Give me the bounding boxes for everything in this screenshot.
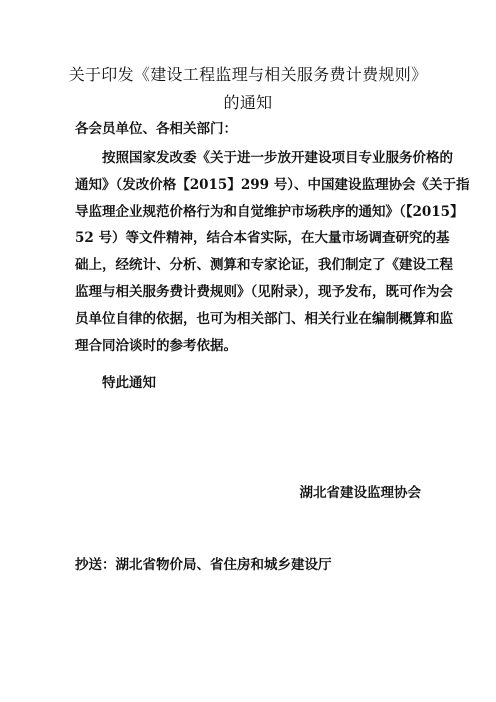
- body-line: 理合同洽谈时的参考依据。: [75, 337, 237, 354]
- body-line: 础上，经统计、分析、测算和专家论证，我们制定了《建设工程: [75, 257, 453, 274]
- body-line: 监理与相关服务费计费规则》（见附录），现予发布，既可作为会: [75, 283, 453, 300]
- body-line: 员单位自律的依据，也可为相关部门、相关行业在编制概算和监: [75, 310, 453, 327]
- body-line: 按照国家发改委《关于进一步放开建设项目专业服务价格的: [102, 150, 453, 166]
- body-line: 导监理企业规范价格行为和自觉维护市场秩序的通知》（【2015】: [75, 203, 464, 220]
- body-line: 52 号）等文件精神，结合本省实际，在大量市场调查研究的基: [75, 230, 450, 247]
- salutation: 各会员单位、各相关部门：: [75, 121, 237, 137]
- cc-recipients: 抄送：湖北省物价局、省住房和城乡建设厅: [75, 557, 332, 573]
- document-title-line-2: 的通知: [223, 93, 273, 112]
- issuer-signature: 湖北省建设监理协会: [299, 485, 421, 501]
- body-line: 通知》（发改价格【2015】299 号）、中国建设监理协会《关于指: [75, 176, 470, 193]
- closing-remark: 特此通知: [102, 375, 156, 391]
- document-title-line-1: 关于印发《建设工程监理与相关服务费计费规则》: [68, 65, 428, 84]
- body-paragraph: [75, 145, 470, 359]
